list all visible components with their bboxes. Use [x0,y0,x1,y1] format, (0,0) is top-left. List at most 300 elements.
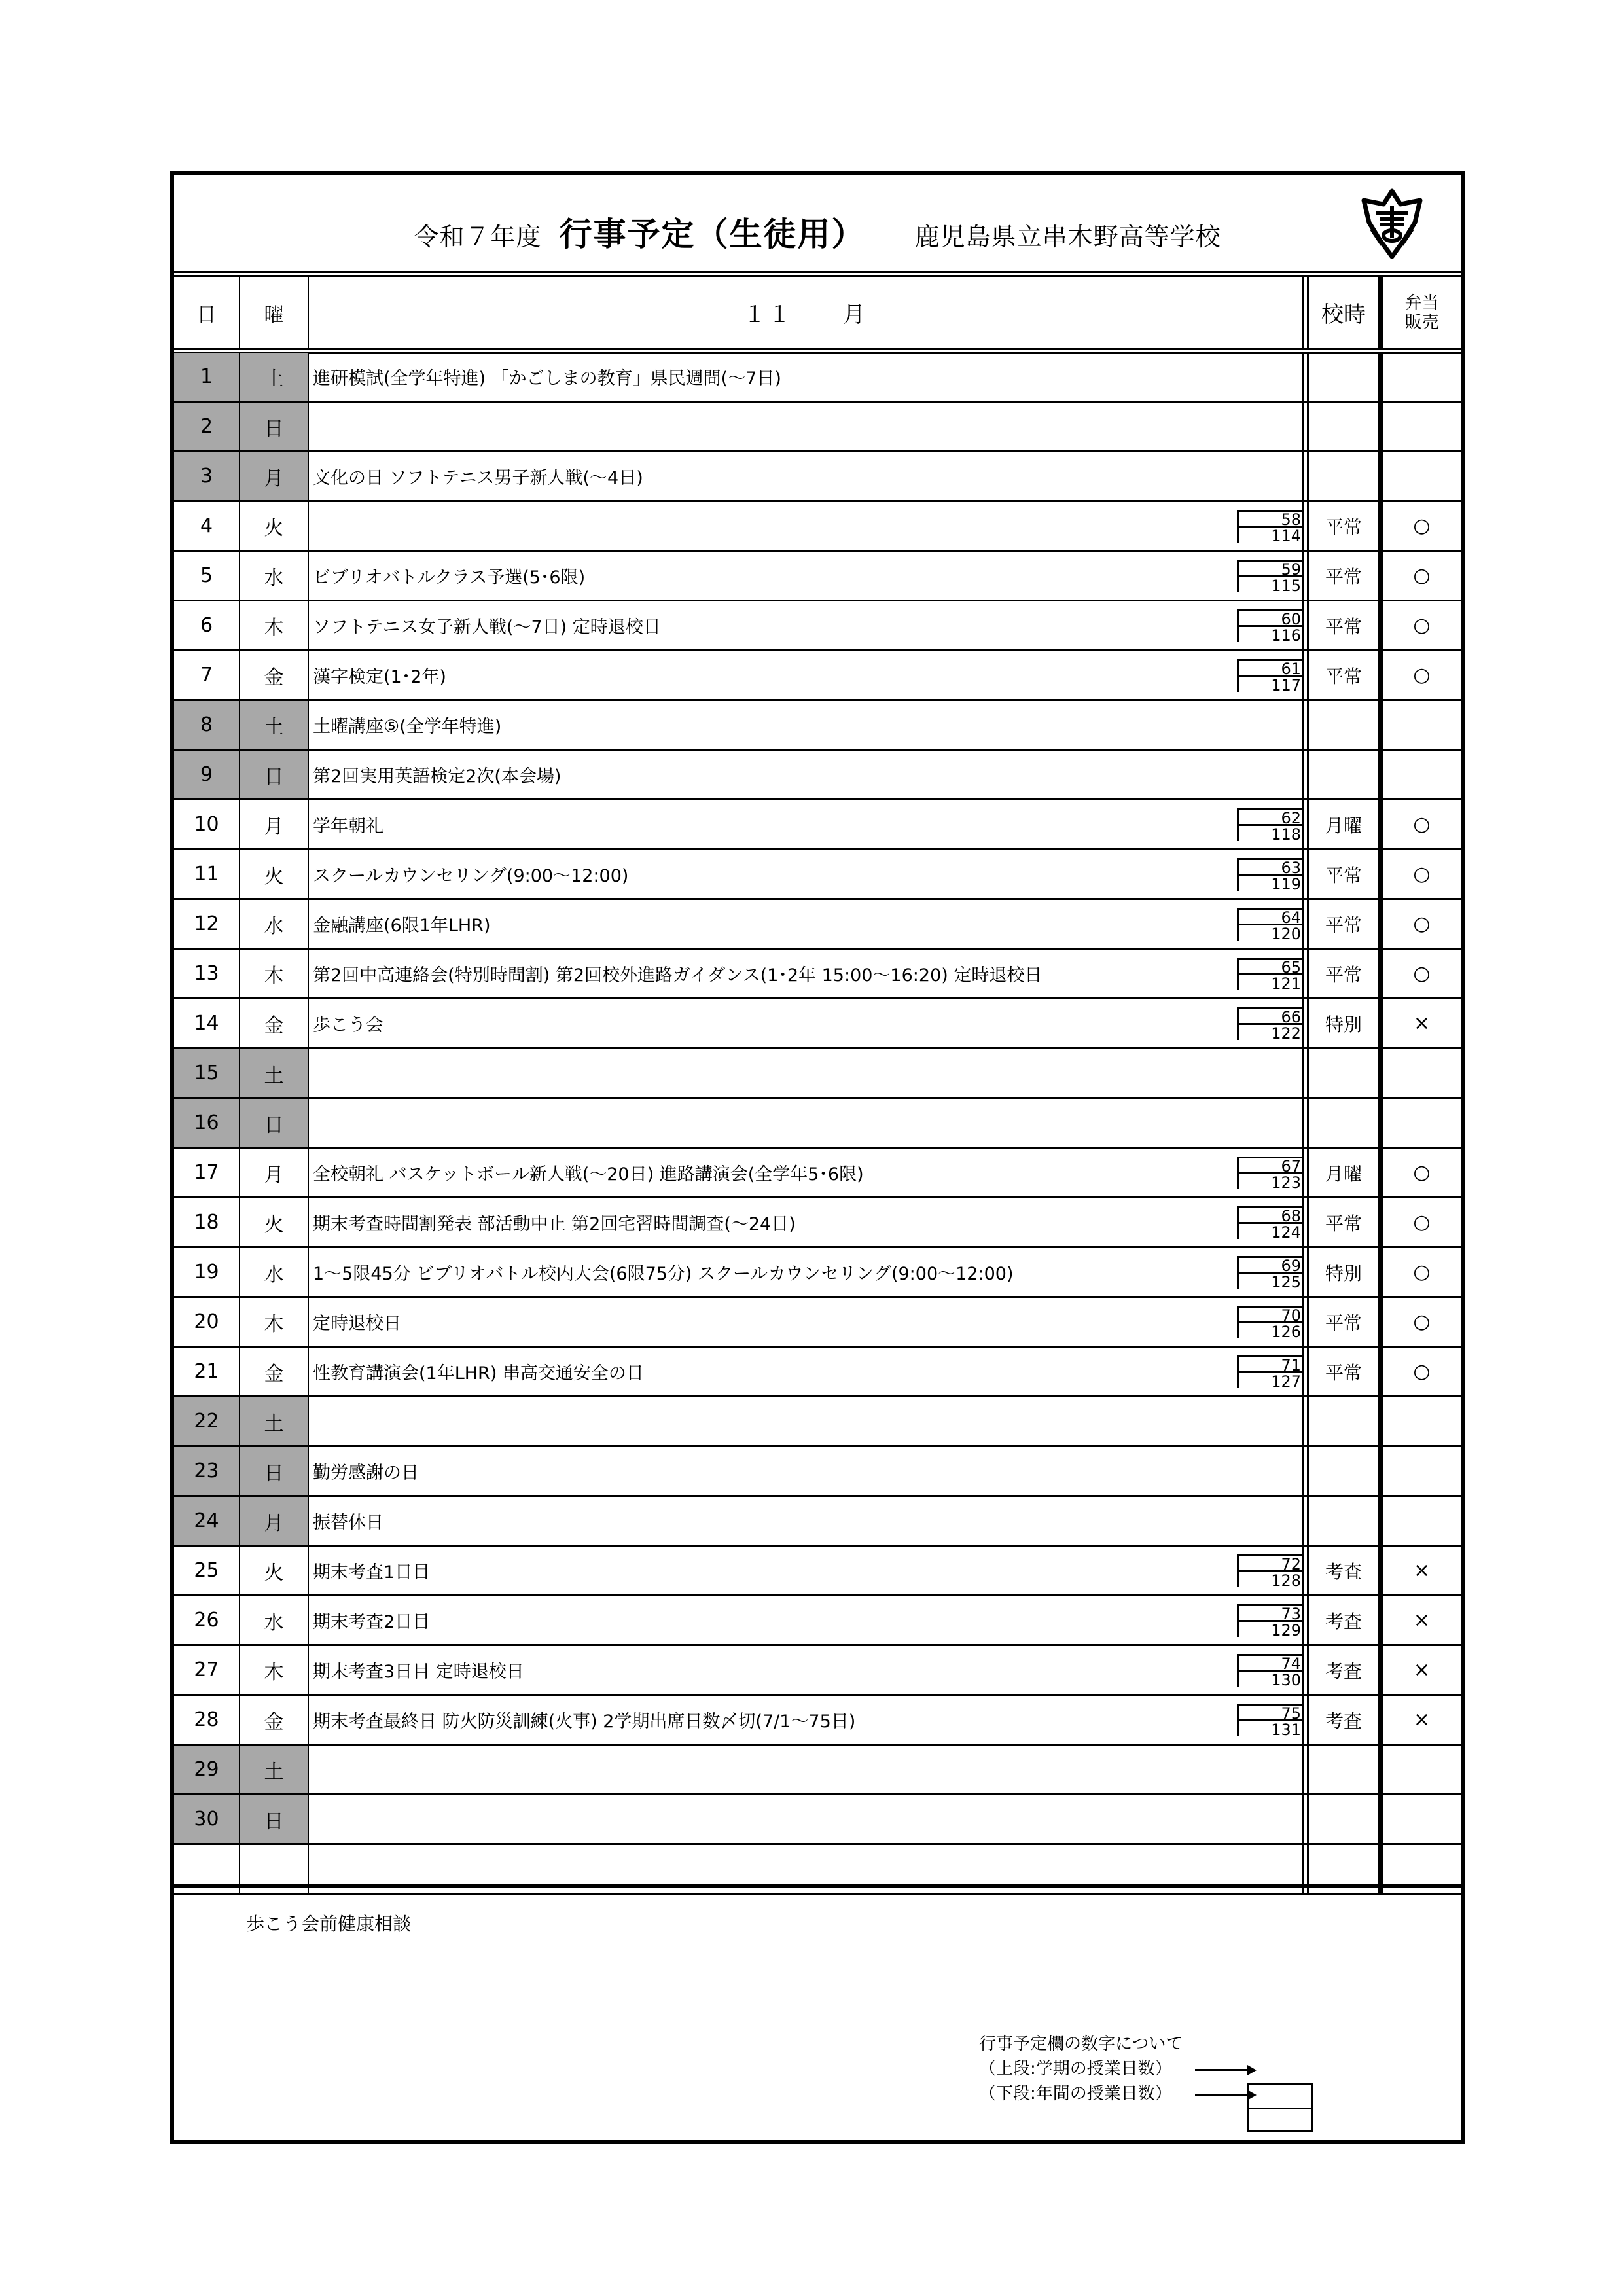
legend-lower [979,2081,1372,2106]
year-days: 118 [1271,825,1301,844]
date-cell: 24 [174,1497,240,1545]
term-days: 63 [1239,860,1302,876]
event-text: 定時退校日 [313,1314,401,1334]
weekday-cell: 日 [240,1099,309,1147]
column-divider [1304,850,1309,898]
weekday-cell: 日 [240,1795,309,1843]
year-days: 131 [1271,1721,1301,1739]
day-counter [1237,1554,1302,1590]
event-cell [309,1248,1304,1296]
term-days: 73 [1239,1606,1302,1622]
column-divider [1304,1497,1309,1545]
event-cell [309,1696,1304,1744]
school-hours-cell: 平常 [1309,950,1383,997]
event-cell [309,999,1304,1047]
weekday-cell: 月 [240,452,309,500]
column-divider [1304,1049,1309,1097]
school-hours-cell [1309,701,1383,749]
table-row [174,1149,1461,1198]
weekday-cell: 土 [240,1746,309,1793]
weekday-cell: 土 [240,701,309,749]
bento-cell: × [1413,1609,1431,1632]
event-text: 全校朝礼 バスケットボール新人戦(～20日) 進路講演会(全学年5･6限) [313,1164,864,1185]
date-cell: 27 [174,1646,240,1694]
date-cell: 18 [174,1198,240,1246]
table-row [174,1298,1461,1348]
year-days: 125 [1271,1273,1301,1291]
day-counter [1237,908,1302,941]
event-cell [309,1049,1304,1097]
table-row [174,800,1461,850]
table-row [174,900,1461,950]
column-divider [1304,651,1309,699]
table-row [174,452,1461,502]
weekday-cell: 金 [240,999,309,1047]
event-text: 文化の日 ソフトテニス男子新人戦(～4日) [313,468,643,488]
legend-upper [979,2056,1372,2081]
school-hours-cell: 特別 [1309,1248,1383,1296]
weekday-cell: 金 [240,651,309,699]
date-cell: 28 [174,1696,240,1744]
title-line [174,208,1461,255]
table-row [174,1447,1461,1497]
table-row [174,1049,1461,1099]
year-days: 122 [1271,1024,1301,1043]
date-cell: 29 [174,1746,240,1793]
arrow-right-icon [1195,2094,1247,2096]
bento-cell: ○ [1413,1310,1431,1333]
event-cell [309,403,1304,450]
term-days: 71 [1239,1357,1302,1373]
column-divider [1304,1547,1309,1594]
date-cell: 5 [174,552,240,600]
day-counter [1237,1355,1302,1391]
column-divider [1304,701,1309,749]
day-counter [1237,958,1302,993]
event-text: ソフトテニス女子新人戦(～7日) 定時退校日 [313,617,661,637]
header-weekday: 曜 [240,277,309,348]
date-cell: 8 [174,701,240,749]
bento-cell: ○ [1413,1261,1431,1283]
day-counter [1237,1306,1302,1341]
weekday-cell: 日 [240,403,309,450]
table-row [174,999,1461,1049]
weekday-cell: 日 [240,1447,309,1495]
weekday-cell: 水 [240,552,309,600]
bento-cell [1383,1497,1461,1545]
date-cell: 4 [174,502,240,550]
term-days: 62 [1239,810,1302,826]
weekday-cell: 土 [240,353,309,401]
table-row [174,1795,1461,1845]
term-days: 59 [1239,562,1302,577]
bento-cell: ○ [1413,614,1431,637]
year-days: 121 [1271,975,1301,993]
column-divider [1304,1348,1309,1395]
school-hours-cell: 平常 [1309,502,1383,550]
school-hours-cell [1309,1447,1383,1495]
date-cell: 19 [174,1248,240,1296]
weekday-cell: 月 [240,1149,309,1196]
day-counter [1237,609,1302,645]
event-cell [309,1198,1304,1246]
event-text: スクールカウンセリング(9:00～12:00) [313,866,629,886]
column-divider [1304,403,1309,450]
school-crest-icon [1356,188,1428,260]
date-cell: 14 [174,999,240,1047]
table-row [174,353,1461,403]
date-cell: 12 [174,900,240,948]
date-cell: 6 [174,601,240,649]
event-cell [309,353,1304,401]
table-row [174,1646,1461,1696]
event-cell [309,701,1304,749]
legend-lower-text: （下段:年間の授業日数） [979,2084,1172,2104]
event-cell [309,751,1304,798]
school-hours-cell: 平常 [1309,651,1383,699]
weekday-cell: 月 [240,800,309,848]
table-row [174,651,1461,701]
school-hours-cell: 平常 [1309,552,1383,600]
table-row [174,1497,1461,1547]
date-cell: 15 [174,1049,240,1097]
event-text: 期末考査1日目 [313,1562,431,1583]
column-divider [1304,1198,1309,1246]
event-cell [309,1795,1304,1843]
term-days: 69 [1239,1258,1302,1274]
date-cell: 11 [174,850,240,898]
weekday-cell: 火 [240,850,309,898]
table-row [174,751,1461,800]
bento-cell: ○ [1413,912,1431,935]
table-row [174,601,1461,651]
column-divider [1304,452,1309,500]
term-days: 65 [1239,960,1302,975]
date-cell: 23 [174,1447,240,1495]
bento-cell [1383,403,1461,450]
event-cell [309,1099,1304,1147]
school-hours-cell: 平常 [1309,1348,1383,1395]
event-cell [309,1447,1304,1495]
column-divider [1304,1746,1309,1793]
table-body [174,353,1461,1895]
term-days: 66 [1239,1009,1302,1025]
event-cell [309,950,1304,997]
event-text: 期末考査3日目 定時退校日 [313,1662,524,1682]
bento-cell: ○ [1413,813,1431,836]
term-days: 60 [1239,611,1302,627]
event-cell [309,601,1304,649]
term-days: 64 [1239,910,1302,925]
table-row [174,701,1461,751]
bento-cell [1383,1049,1461,1097]
date-cell: 25 [174,1547,240,1594]
table-row [174,502,1461,552]
year-days: 114 [1271,527,1301,545]
school-hours-cell: 考査 [1309,1646,1383,1694]
term-days: 72 [1239,1556,1302,1572]
event-text: 性教育講演会(1年LHR) 串高交通安全の日 [313,1363,644,1384]
bento-cell: ○ [1413,664,1431,687]
event-text: 漢字検定(1･2年) [313,667,446,687]
school-hours-cell: 月曜 [1309,800,1383,848]
event-cell [309,1596,1304,1644]
header-date: 日 [174,277,240,348]
weekday-cell: 土 [240,1049,309,1097]
column-divider [1304,950,1309,997]
column-divider [1304,1248,1309,1296]
event-cell [309,1746,1304,1793]
bento-cell: ○ [1413,514,1431,537]
column-divider [1304,1298,1309,1346]
school-hours-cell: 平常 [1309,900,1383,948]
table-row [174,1397,1461,1447]
school-hours-cell [1309,1049,1383,1097]
school-hours-cell: 特別 [1309,999,1383,1047]
date-cell: 13 [174,950,240,997]
bento-cell: × [1413,1012,1431,1035]
year-days: 116 [1271,626,1301,645]
fiscal-year-label: 令和７年度 [414,223,542,251]
column-divider [1304,1099,1309,1147]
year-days: 124 [1271,1223,1301,1242]
title-bar [174,175,1461,273]
column-divider [1304,1397,1309,1445]
legend-upper-text: （上段:学期の授業日数） [979,2059,1172,2079]
school-hours-cell: 平常 [1309,601,1383,649]
event-cell [309,1547,1304,1594]
date-cell: 1 [174,353,240,401]
event-text: 期末考査2日目 [313,1612,431,1632]
column-divider [1304,1795,1309,1843]
date-cell: 17 [174,1149,240,1196]
table-row [174,1348,1461,1397]
day-counter [1237,1157,1302,1192]
header-bento-line2: 販売 [1404,312,1439,332]
bento-cell: ○ [1413,1161,1431,1184]
school-hours-cell [1309,1746,1383,1793]
date-cell: 2 [174,403,240,450]
event-text: 第2回実用英語検定2次(本会場) [313,766,562,787]
date-cell: 3 [174,452,240,500]
event-cell [309,1646,1304,1694]
bento-cell [1383,1397,1461,1445]
notes-section [174,1884,1461,2140]
column-divider [1304,277,1309,348]
bento-cell: ○ [1413,564,1431,587]
event-text: 進研模試(全学年特進) 「かごしまの教育」県民週間(～7日) [313,368,781,389]
date-cell: 20 [174,1298,240,1346]
table-row [174,950,1461,999]
event-text: 期末考査時間割発表 部活動中止 第2回宅習時間調査(～24日) [313,1214,796,1234]
day-counter [1237,1206,1302,1242]
header-bento-line1: 弁当 [1404,293,1439,313]
legend-counter-box [1247,2083,1313,2132]
year-days: 126 [1271,1323,1301,1341]
school-hours-cell: 考査 [1309,1696,1383,1744]
event-text: 期末考査最終日 防火防災訓練(火事) 2学期出席日数〆切(7/1～75日) [313,1712,856,1732]
bento-cell [1383,353,1461,401]
year-days: 117 [1271,676,1301,694]
weekday-cell: 木 [240,601,309,649]
page-title: 行事予定（生徒用） [559,215,866,253]
bento-cell: ○ [1413,863,1431,886]
column-divider [1304,1696,1309,1744]
header-bento-sales [1383,277,1461,348]
date-cell: 30 [174,1795,240,1843]
bento-cell [1383,1099,1461,1147]
event-cell [309,452,1304,500]
bento-cell [1383,751,1461,798]
bento-cell: × [1413,1708,1431,1731]
day-counter [1237,560,1302,595]
weekday-cell: 月 [240,1497,309,1545]
event-text: 振替休日 [313,1513,383,1533]
event-text: 土曜講座⑤(全学年特進) [313,717,502,737]
table-row [174,1198,1461,1248]
table-row [174,1596,1461,1646]
day-counter [1237,1256,1302,1289]
event-text: 勤労感謝の日 [313,1463,419,1483]
column-divider [1304,601,1309,649]
weekday-cell: 金 [240,1348,309,1395]
date-cell: 16 [174,1099,240,1147]
bento-cell: ○ [1413,962,1431,985]
event-cell [309,850,1304,898]
school-hours-cell: 平常 [1309,850,1383,898]
note-text: 歩こう会前健康相談 [246,1913,412,1935]
term-days: 58 [1239,512,1302,528]
school-hours-cell: 考査 [1309,1596,1383,1644]
term-days: 68 [1239,1208,1302,1224]
weekday-cell: 水 [240,1248,309,1296]
weekday-cell: 水 [240,1596,309,1644]
column-divider [1304,552,1309,600]
counter-legend [979,2032,1372,2106]
weekday-cell: 土 [240,1397,309,1445]
school-hours-cell [1309,1795,1383,1843]
event-cell [309,1348,1304,1395]
date-cell: 10 [174,800,240,848]
day-counter [1237,1007,1302,1043]
bento-cell [1383,1447,1461,1495]
day-counter [1237,808,1302,844]
weekday-cell: 金 [240,1696,309,1744]
day-counter [1237,1604,1302,1640]
column-divider [1304,900,1309,948]
date-cell: 21 [174,1348,240,1395]
weekday-cell: 木 [240,950,309,997]
school-hours-cell [1309,403,1383,450]
date-cell: 7 [174,651,240,699]
bento-cell: ○ [1413,1211,1431,1234]
column-divider [1304,1149,1309,1196]
event-cell [309,1298,1304,1346]
school-hours-cell: 平常 [1309,1298,1383,1346]
year-days: 115 [1271,577,1301,595]
table-row [174,1547,1461,1596]
column-divider [1304,502,1309,550]
bento-cell: × [1413,1659,1431,1681]
year-days: 120 [1271,925,1301,943]
bento-cell [1383,1795,1461,1843]
school-hours-cell [1309,353,1383,401]
school-hours-cell [1309,1397,1383,1445]
column-divider [1304,1646,1309,1694]
legend-title: 行事予定欄の数字について [979,2034,1183,2054]
bento-cell [1383,1746,1461,1793]
weekday-cell: 木 [240,1298,309,1346]
column-divider [1304,800,1309,848]
year-days: 127 [1271,1372,1301,1391]
bento-cell: × [1413,1559,1431,1582]
event-text: 学年朝礼 [313,816,383,836]
weekday-cell: 木 [240,1646,309,1694]
school-hours-cell: 平常 [1309,1198,1383,1246]
event-cell [309,900,1304,948]
day-counter [1237,659,1302,692]
school-hours-cell: 考査 [1309,1547,1383,1594]
term-days: 61 [1239,661,1302,677]
year-days: 129 [1271,1621,1301,1640]
event-text: 金融講座(6限1年LHR) [313,916,491,936]
day-counter [1237,858,1302,891]
event-cell [309,1397,1304,1445]
header-school-hours: 校時 [1309,277,1383,348]
event-text: 歩こう会 [313,1015,383,1035]
column-divider [1304,751,1309,798]
table-row [174,1696,1461,1746]
table-row [174,552,1461,601]
term-days: 75 [1239,1706,1302,1721]
school-hours-cell [1309,1497,1383,1545]
schedule-sheet [170,171,1465,2144]
school-hours-cell [1309,452,1383,500]
weekday-cell: 火 [240,1547,309,1594]
event-text: ビブリオバトルクラス予選(5･6限) [313,567,586,588]
weekday-cell: 日 [240,751,309,798]
table-row [174,403,1461,452]
event-text: 第2回中高連絡会(特別時間割) 第2回校外進路ガイダンス(1･2年 15:00～16:20) 定時退校日 [313,965,1043,986]
day-counter [1237,510,1302,543]
school-hours-cell: 月曜 [1309,1149,1383,1196]
event-cell [309,502,1304,550]
event-cell [309,800,1304,848]
term-days: 74 [1239,1656,1302,1672]
school-hours-cell [1309,751,1383,798]
table-row [174,1746,1461,1795]
term-days: 70 [1239,1308,1302,1323]
arrow-right-icon [1195,2069,1247,2071]
term-days: 67 [1239,1158,1302,1174]
column-divider [1304,1447,1309,1495]
weekday-cell: 火 [240,1198,309,1246]
year-days: 119 [1271,875,1301,893]
date-cell: 22 [174,1397,240,1445]
schedule-table [174,277,1461,1895]
table-header [174,277,1461,350]
school-hours-cell [1309,1099,1383,1147]
table-row [174,1099,1461,1149]
date-cell: 26 [174,1596,240,1644]
bento-cell [1383,452,1461,500]
year-days: 128 [1271,1571,1301,1590]
day-counter [1237,1654,1302,1687]
year-days: 123 [1271,1174,1301,1192]
event-text: 1～5限45分 ビブリオバトル校内大会(6限75分) スクールカウンセリング(9:00～12:00) [313,1264,1014,1284]
year-days: 130 [1271,1671,1301,1689]
event-cell [309,651,1304,699]
